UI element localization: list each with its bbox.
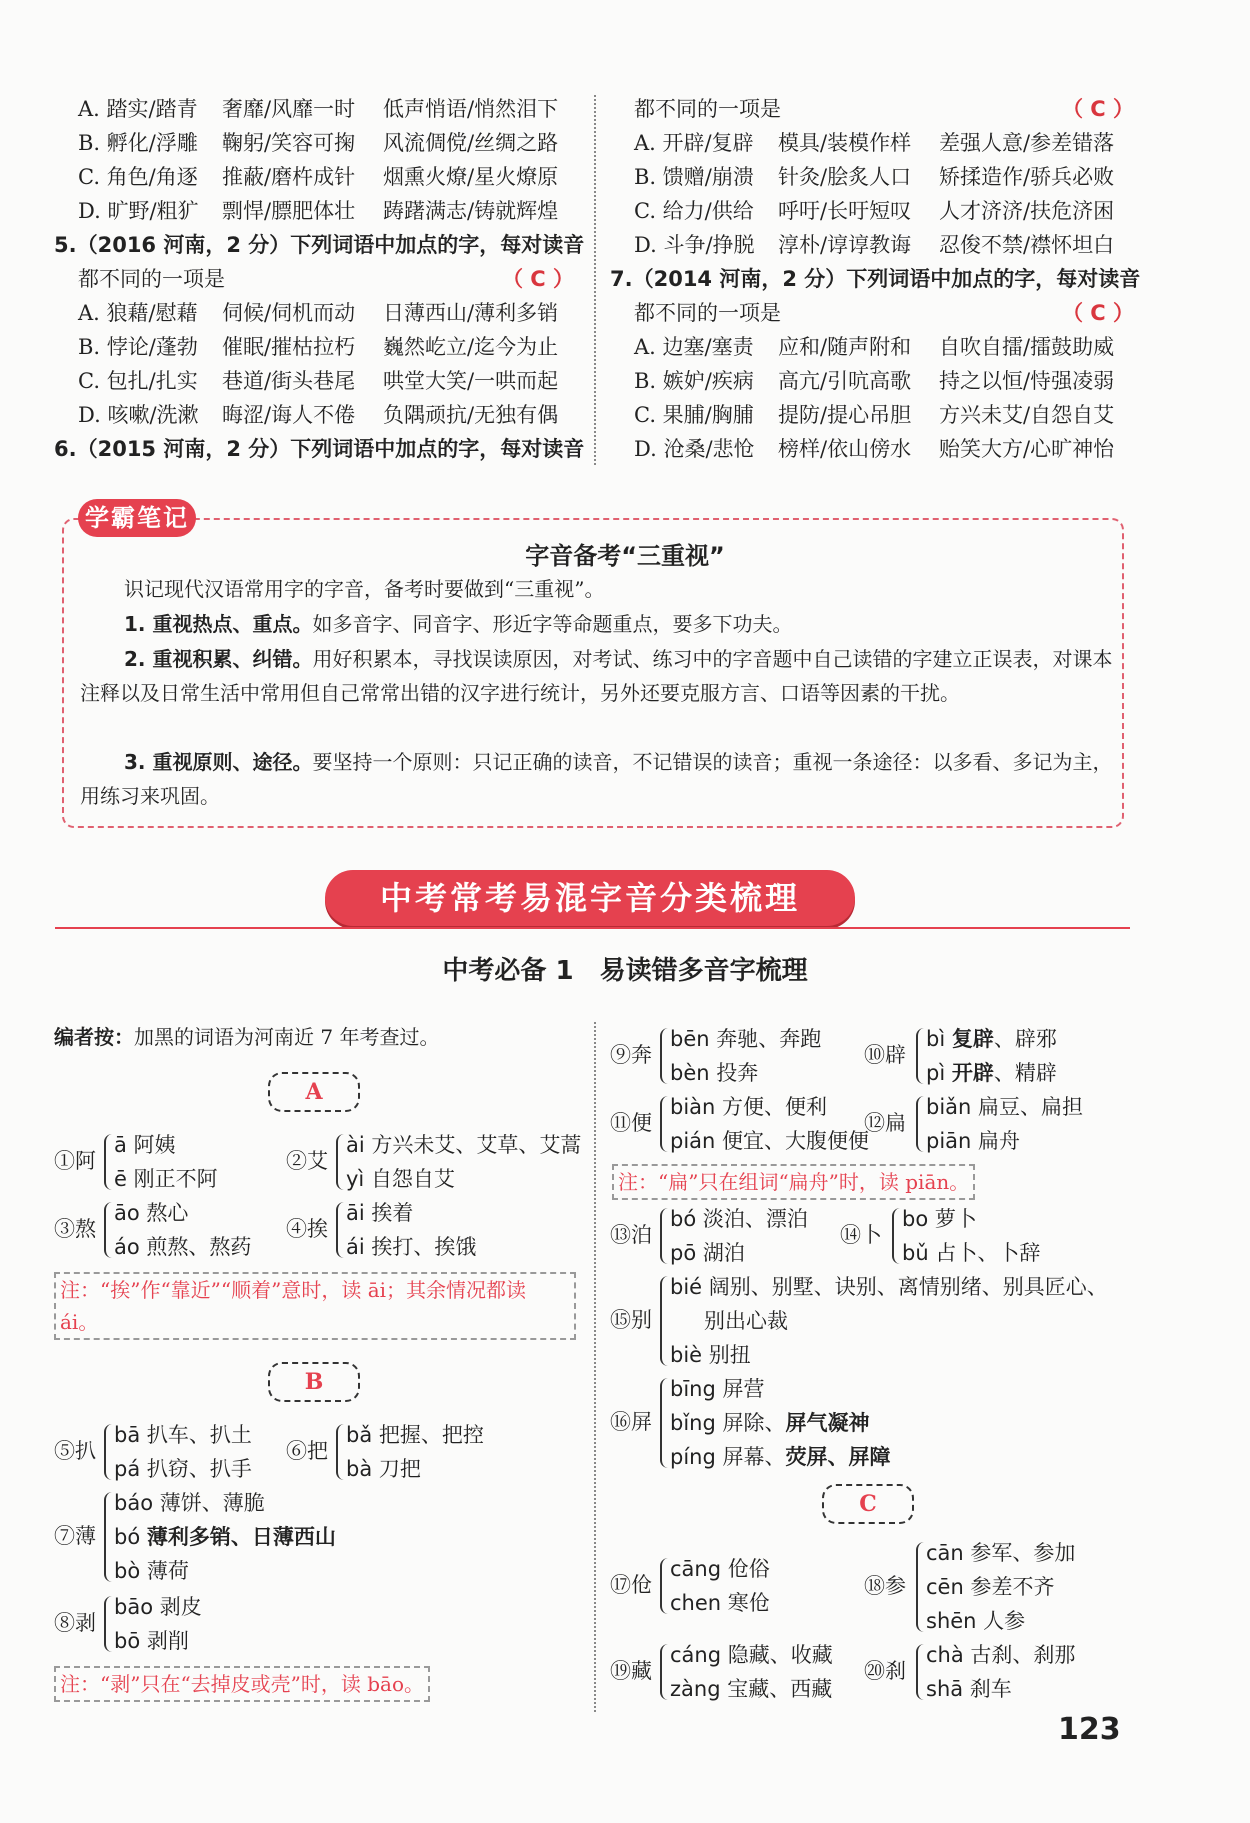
entry-ba: ⑤扒 bā 扒车、扒土 pá 扒窃、扒手	[54, 1423, 252, 1481]
page-number: 123	[1058, 1712, 1121, 1747]
entry-cang: ⑰伧 cāng 伧俗 chen 寒伧	[610, 1557, 770, 1615]
letter-a-label: A	[268, 1072, 360, 1112]
note-ai: 注：“挨”作“靠近”“顺着”意时，读 āi；其余情况都读 ái。	[54, 1272, 576, 1340]
study-note-intro: 识记现代汉语常用字的字音，备考时要做到“三重视”。	[124, 577, 605, 601]
banner-rule	[55, 927, 1130, 929]
entry-bo: ⑬泊 bó 淡泊、漂泊 pō 湖泊	[610, 1207, 808, 1265]
editor-note: 编者按：加黑的词语为河南近 7 年考查过。	[54, 1025, 440, 1049]
column-divider	[594, 95, 596, 465]
q6-heading-cont: 都不同的一项是	[634, 97, 781, 121]
entry-a: ①阿 ā 阿姨 ē 刚正不阿	[54, 1133, 218, 1191]
entry-ai: ②艾 ài 方兴未艾、艾草、艾蒿 yì 自怨自艾	[286, 1133, 582, 1191]
letter-c-label: C	[822, 1484, 914, 1524]
study-note-point-1: 1. 重视热点、重点。如多音字、同音字、形近字等命题重点，要多下功夫。	[124, 612, 793, 636]
q6-heading: 6.（2015 河南，2 分）下列词语中加点的字，每对读音	[54, 437, 585, 461]
entry-bao: ⑦薄 báo 薄饼、薄脆 bó 薄利多销、日薄西山 bò 薄荷	[54, 1491, 336, 1583]
q7-heading-cont: 都不同的一项是	[634, 301, 781, 325]
entry-bao-2: ⑧剥 bāo 剥皮 bō 剥削	[54, 1595, 202, 1653]
study-note-title: 字音备考“三重视”	[525, 542, 725, 570]
entry-ba-2: ⑥把 bǎ 把握、把控 bà 刀把	[286, 1423, 484, 1481]
letter-b-label: B	[268, 1362, 360, 1402]
entry-ai-2: ④挨 āi 挨着 ái 挨打、挨饿	[286, 1201, 477, 1259]
column-divider-lower	[594, 1022, 596, 1712]
entry-cha: ⑳刹 chà 古刹、刹那 shā 刹车	[864, 1643, 1076, 1701]
entry-bing: ⑯屏 bīng 屏营 bǐng 屏除、屏气凝神 píng 屏幕、荧屏、屏障	[610, 1377, 891, 1469]
q7-answer: （ C ）	[1062, 301, 1135, 325]
q7-heading: 7.（2014 河南，2 分）下列词语中加点的字，每对读音	[610, 267, 1141, 291]
q5-heading: 5.（2016 河南，2 分）下列词语中加点的字，每对读音	[54, 233, 585, 257]
note-bao: 注：“剥”只在“去掉皮或壳”时，读 bāo。	[54, 1666, 430, 1702]
entry-bian-2: ⑫扁 biǎn 扁豆、扁担 piān 扁舟	[864, 1095, 1084, 1153]
q6-answer: （ C ）	[1062, 97, 1135, 121]
note-pian: 注：“扁”只在组词“扁舟”时，读 piān。	[612, 1164, 975, 1200]
entry-bie: ⑮别 bié 阔别、别墅、诀别、离情别绪、别具匠心、 别出心裁 biè 别扭	[610, 1275, 1108, 1367]
q5-heading-cont: 都不同的一项是	[78, 267, 225, 291]
study-note-point-3: 3. 重视原则、途径。要坚持一个原则：只记正确的读音，不记错误的读音；重视一条途径：以多看、多记为主，用练习来巩固。	[80, 750, 1113, 808]
entry-can: ⑱参 cān 参军、参加 cēn 参差不齐 shēn 人参	[864, 1541, 1076, 1633]
study-note-point-2: 2. 重视积累、纠错。用好积累本，寻找误读原因，对考试、练习中的字音题中自己读错的字建立正误表，对课本注释以及日常生活中常用但自己常常出错的汉字进行统计，另外还要克服方言、口语等因素的干扰。	[80, 647, 1113, 705]
entry-bu: ⑭卜 bo 萝卜 bǔ 占卜、卜辞	[840, 1207, 1041, 1265]
entry-cang-2: ⑲藏 cáng 隐藏、收藏 zàng 宝藏、西藏	[610, 1643, 833, 1701]
entry-bi: ⑩辟 bì 复辟、辟邪 pì 开辟、精辟	[864, 1027, 1057, 1085]
study-note-tag: 学霸笔记	[78, 499, 196, 537]
section-banner: 中考常考易混字音分类梳理	[325, 870, 855, 926]
q5-answer: （ C ）	[502, 267, 575, 291]
entry-bian: ⑪便 biàn 方便、便利 pián 便宜、大腹便便	[610, 1095, 870, 1153]
section-title: 中考必备 1 易读错多音字梳理	[442, 956, 808, 986]
entry-ao: ③熬 āo 熬心 áo 煎熬、熬药	[54, 1201, 252, 1259]
entry-ben: ⑨奔 bēn 奔驰、奔跑 bèn 投奔	[610, 1027, 822, 1085]
